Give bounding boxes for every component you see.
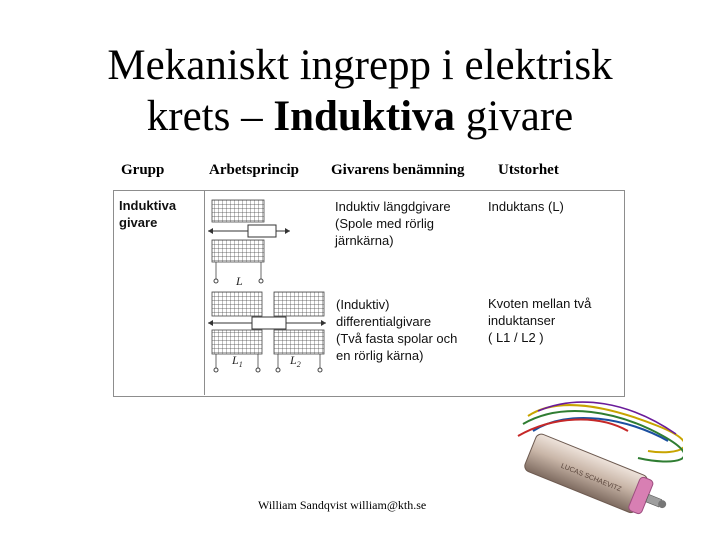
header-arbetsprincip: Arbetsprincip	[209, 162, 299, 178]
title-line-1: Mekaniskt ingrepp i elektrisk	[107, 42, 613, 89]
principle-diagrams	[206, 192, 331, 377]
coil-label-L2: $L_2$	[290, 353, 301, 369]
row2-output: Kvoten mellan två induktanser ( L1 / L2 )	[488, 296, 592, 345]
title-line-2	[40, 91, 680, 142]
row1-name: Induktiv längdgivare (Spole med rörlig järnkärna)	[335, 199, 451, 248]
header-utstorhet: Utstorhet	[498, 162, 559, 178]
slide-title	[40, 40, 680, 142]
lvdt-sensor-photo	[508, 396, 683, 531]
coil-label-L: L	[236, 274, 243, 288]
title-line-2-pre: krets –	[146, 93, 274, 140]
single-coil-diagram	[208, 200, 290, 288]
group-cell: Induktiva givare	[119, 198, 177, 230]
header-benamning: Givarens benämning	[331, 162, 465, 178]
differential-coil-diagram	[208, 292, 326, 372]
table-column-divider	[204, 191, 205, 395]
row2-name: (Induktiv) differentialgivare (Två fasta spolar och en rörlig kärna)	[336, 297, 458, 363]
header-grupp: Grupp	[121, 162, 165, 178]
coil-label-L1: $L_1$	[232, 353, 243, 369]
title-line-2-post: givare	[455, 93, 574, 140]
row1-output: Induktans (L)	[488, 199, 564, 214]
title-line-2-bold: Induktiva	[273, 93, 456, 140]
footer-author: William Sandqvist william@kth.se	[258, 498, 427, 512]
sensor-body-label: LUCAS SCHAEVITZ	[559, 462, 623, 494]
